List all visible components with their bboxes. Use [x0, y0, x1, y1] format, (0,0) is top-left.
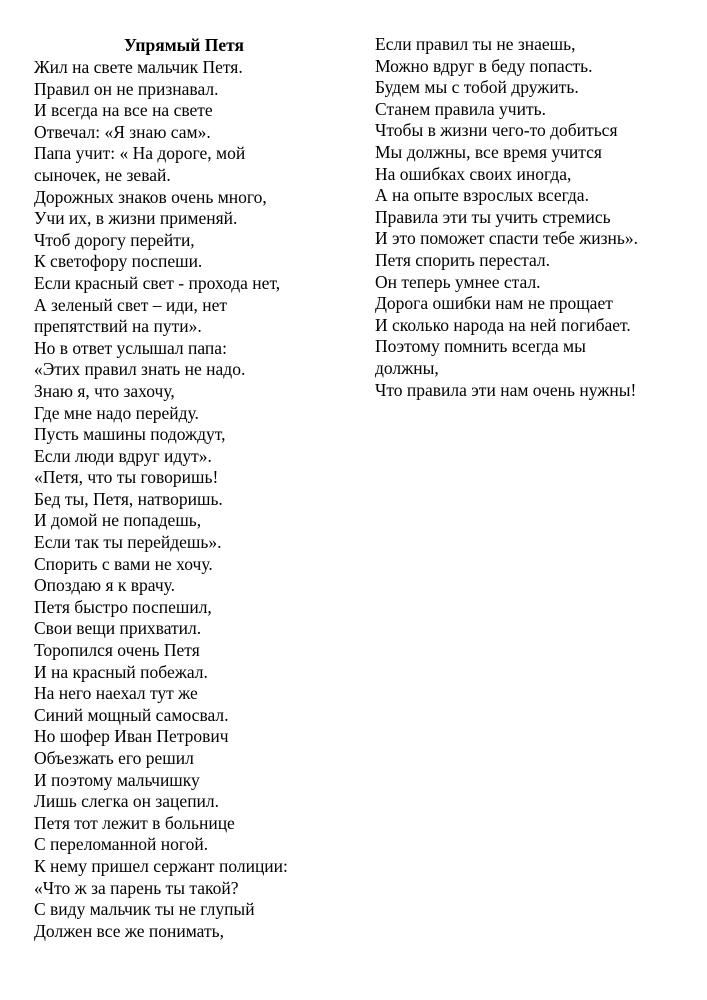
verse-line: Свои вещи прихватил. [34, 618, 202, 639]
verse-line: Торопился очень Петя [34, 640, 200, 661]
verse-line: Можно вдруг в беду попасть. [375, 55, 593, 76]
verse-line: «Петя, что ты говоришь! [34, 467, 219, 488]
verse-line: Если люди вдруг идут». [34, 445, 212, 466]
verse-line: Знаю я, что захочу, [34, 380, 175, 401]
verse-line: К нему пришел сержант полиции: [34, 855, 288, 876]
verse-line: Чтоб дорогу перейти, [34, 229, 195, 250]
right-verse-lines [375, 34, 695, 401]
verse-line: Но в ответ услышал папа: [34, 337, 227, 358]
verse-line: Дорожных знаков очень много, [34, 186, 267, 207]
verse-line: должны, [375, 357, 439, 378]
verse-line: Лишь слегка он зацепил. [34, 791, 220, 812]
verse-line: Где мне надо перейду. [34, 402, 199, 423]
verse-line: Дорога ошибки нам не прощает [375, 293, 613, 314]
verse-line: Если красный свет - прохода нет, [34, 272, 281, 293]
verse-line: Опоздаю я к врачу. [34, 575, 176, 596]
verse-line: Чтобы в жизни чего-то добиться [375, 120, 618, 141]
verse-line: И это поможет спасти тебе жизнь». [375, 228, 639, 249]
verse-line: И на красный побежал. [34, 661, 208, 682]
verse-line: «Что ж за парень ты такой? [34, 877, 239, 898]
verse-line: И всегда на все на свете [34, 100, 213, 121]
verse-line: Мы должны, все время учится [375, 141, 602, 162]
verse-line: С виду мальчик ты не глупый [34, 899, 255, 920]
verse-line: Петя спорить перестал. [375, 249, 550, 270]
verse-line: И поэтому мальчишку [34, 769, 200, 790]
verse-line: сыночек, не зевай. [34, 164, 171, 185]
verse-line: Но шофер Иван Петрович [34, 726, 229, 747]
verse-line: Будем мы с тобой дружить. [375, 77, 579, 98]
right-column [375, 34, 695, 401]
verse-line: Что правила эти нам очень нужны! [375, 379, 637, 400]
verse-line: На него наехал тут же [34, 683, 198, 704]
verse-line: препятствий на пути». [34, 316, 202, 337]
verse-line: К светофору поспеши. [34, 251, 203, 272]
verse-line: Учи их, в жизни применяй. [34, 208, 238, 229]
verse-line: Он теперь умнее стал. [375, 271, 541, 292]
poem-title: Упрямый Петя [124, 35, 244, 55]
verse-line: Правила эти ты учить стремись [375, 206, 611, 227]
verse-line: «Этих правил знать не надо. [34, 359, 246, 380]
verse-line: Пусть машины подождут, [34, 424, 226, 445]
verse-line: И сколько народа на ней погибает. [375, 314, 631, 335]
verse-line: Бед ты, Петя, натворишь. [34, 488, 223, 509]
verse-line: Поэтому помнить всегда мы [375, 336, 586, 357]
verse-line: Станем правила учить. [375, 98, 546, 119]
verse-line: Отвечал: «Я знаю сам». [34, 121, 211, 142]
verse-line: Объезжать его решил [34, 748, 194, 768]
verse-line: Папа учит: « На дороге, мой [34, 143, 246, 164]
verse-line: Если правил ты не знаешь, [375, 34, 576, 54]
verse-line: Должен все же понимать, [34, 920, 224, 941]
verse-line: Петя быстро поспешил, [34, 596, 212, 617]
left-column [34, 34, 364, 942]
verse-line: А на опыте взрослых всегда. [375, 185, 589, 206]
verse-line: Спорить с вами не хочу. [34, 553, 213, 574]
verse-line: На ошибках своих иногда, [375, 163, 572, 184]
verse-line: А зеленый свет – иди, нет [34, 294, 228, 315]
verse-line: Если так ты перейдешь». [34, 532, 222, 553]
verse-line: И домой не попадешь, [34, 510, 202, 531]
verse-line: Синий мощный самосвал. [34, 704, 229, 725]
verse-line: Жил на свете мальчик Петя. [34, 57, 243, 77]
left-verse-lines [34, 57, 364, 942]
verse-line: С переломанной ногой. [34, 834, 209, 855]
verse-line: Правил он не признавал. [34, 78, 219, 99]
verse-line: Петя тот лежит в больнице [34, 812, 235, 833]
